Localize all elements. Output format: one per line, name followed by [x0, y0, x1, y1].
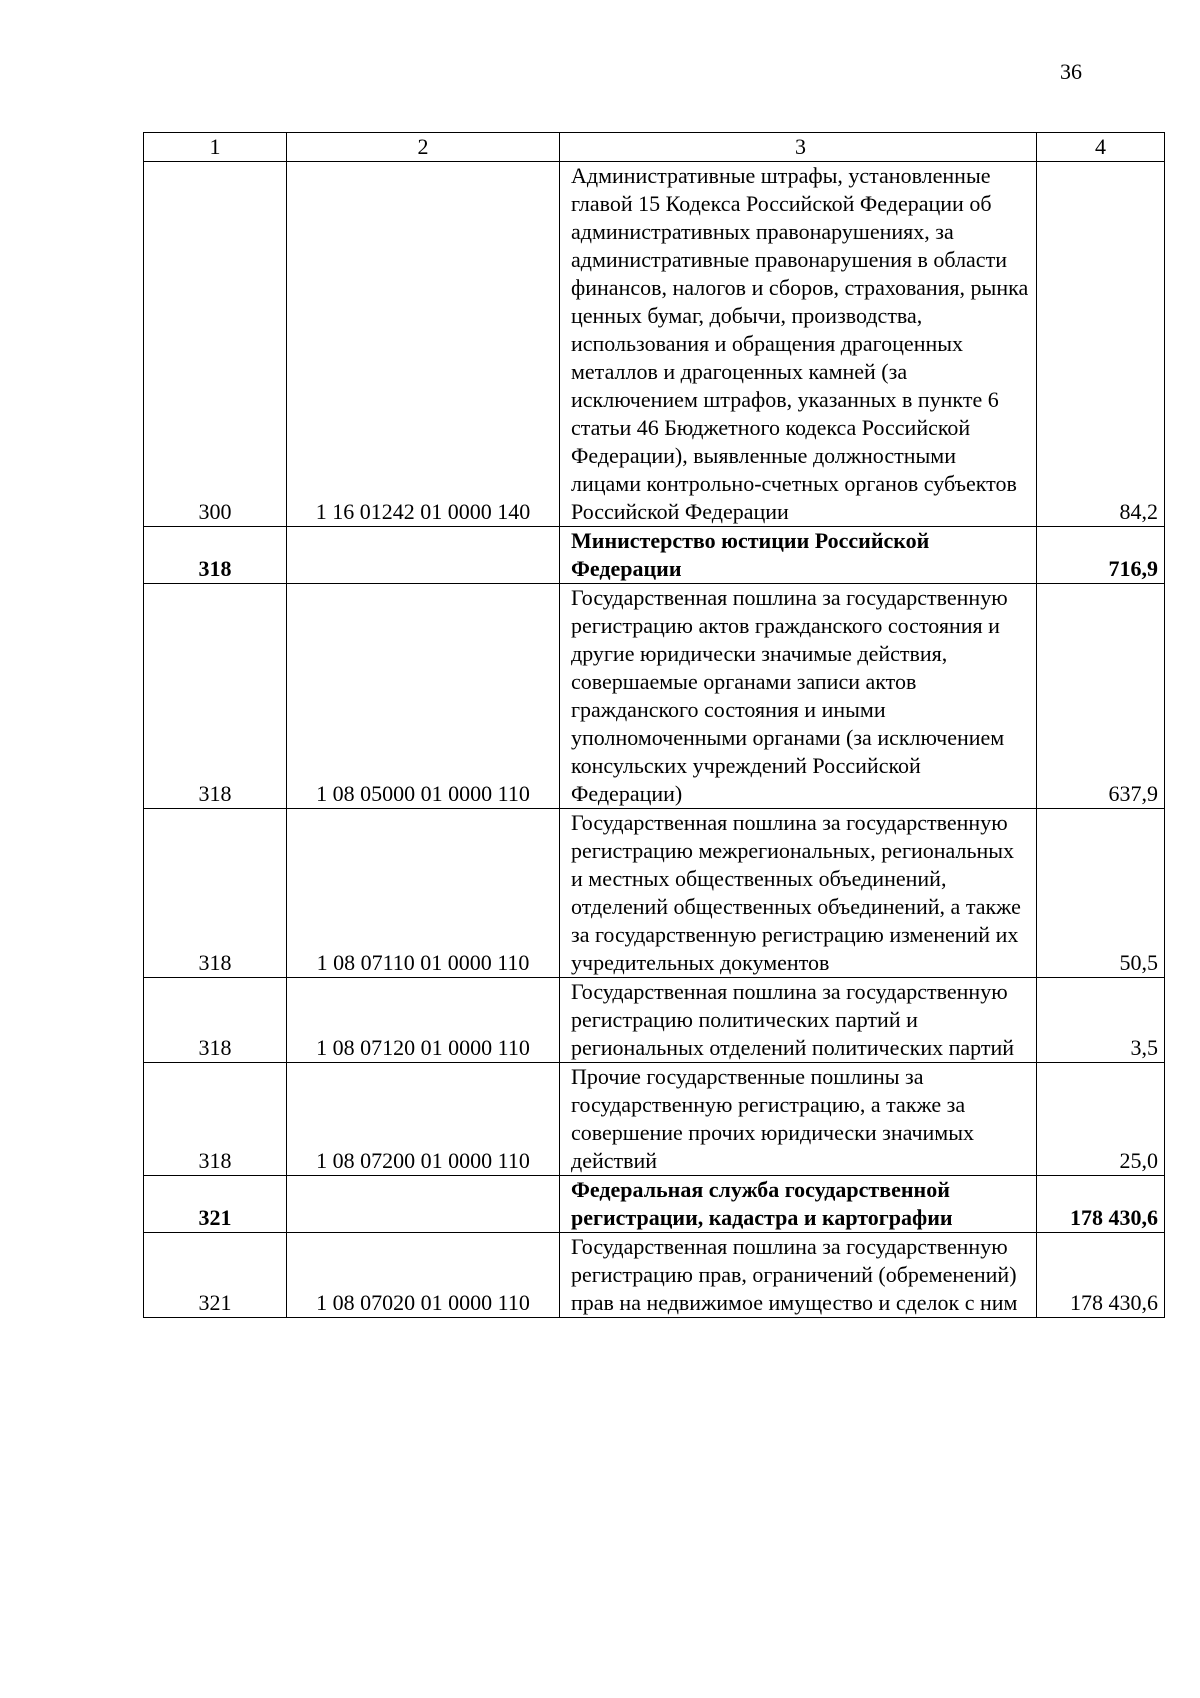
amount-cell: 84,2: [1037, 162, 1165, 527]
table-body: [144, 162, 1165, 1318]
admin-code-cell: 321: [144, 1176, 287, 1233]
amount-cell: 637,9: [1037, 584, 1165, 809]
kbk-code-cell: 1 16 01242 01 0000 140: [287, 162, 560, 527]
amount-cell: 25,0: [1037, 1063, 1165, 1176]
amount-cell: 3,5: [1037, 978, 1165, 1063]
table-row: [144, 1233, 1165, 1318]
amount-cell: 178 430,6: [1037, 1233, 1165, 1318]
amount-cell: 178 430,6: [1037, 1176, 1165, 1233]
header-cell-1: 1: [144, 133, 287, 162]
admin-code-cell: 318: [144, 978, 287, 1063]
header-cell-4: 4: [1037, 133, 1165, 162]
kbk-code-cell: [287, 1176, 560, 1233]
revenue-table: [143, 132, 1165, 1318]
revenue-name-cell: Федеральная служба государственной регистрации, кадастра и картографии: [560, 1176, 1037, 1233]
table-header: [144, 133, 1165, 162]
header-cell-3: 3: [560, 133, 1037, 162]
amount-cell: 50,5: [1037, 809, 1165, 978]
admin-code-cell: 300: [144, 162, 287, 527]
revenue-name-cell: Государственная пошлина за государственную регистрацию прав, ограничений (обременений) прав на недвижимое имущество и сделок с ним: [560, 1233, 1037, 1318]
kbk-code-cell: 1 08 05000 01 0000 110: [287, 584, 560, 809]
amount-cell: 716,9: [1037, 527, 1165, 584]
header-row: [144, 133, 1165, 162]
page-number: 36: [1060, 59, 1082, 84]
kbk-code-cell: 1 08 07020 01 0000 110: [287, 1233, 560, 1318]
admin-code-cell: 318: [144, 527, 287, 584]
revenue-name-cell: Государственная пошлина за государственную регистрацию актов гражданского состояния и другие юридически значимые действия, совершаемые органами записи актов гражданского состояния и иными уполномоченными органами (за исключением консульских учреждений Российской Федерации): [560, 584, 1037, 809]
table-row: [144, 527, 1165, 584]
table-row: [144, 162, 1165, 527]
kbk-code-cell: 1 08 07200 01 0000 110: [287, 1063, 560, 1176]
table-row: [144, 978, 1165, 1063]
revenue-name-cell: Министерство юстиции Российской Федерации: [560, 527, 1037, 584]
table-row: [144, 584, 1165, 809]
kbk-code-cell: 1 08 07110 01 0000 110: [287, 809, 560, 978]
table-row: [144, 1063, 1165, 1176]
admin-code-cell: 318: [144, 584, 287, 809]
revenue-name-cell: Государственная пошлина за государственную регистрацию политических партий и региональных отделений политических партий: [560, 978, 1037, 1063]
admin-code-cell: 318: [144, 809, 287, 978]
table-row: [144, 1176, 1165, 1233]
admin-code-cell: 321: [144, 1233, 287, 1318]
revenue-name-cell: Прочие государственные пошлины за государственную регистрацию, а также за совершение прочих юридически значимых действий: [560, 1063, 1037, 1176]
kbk-code-cell: [287, 527, 560, 584]
revenue-name-cell: Государственная пошлина за государственную регистрацию межрегиональных, региональных и местных общественных объединений, отделений общественных объединений, а также за государственную регистрацию изменений их учредительных документов: [560, 809, 1037, 978]
header-cell-2: 2: [287, 133, 560, 162]
kbk-code-cell: 1 08 07120 01 0000 110: [287, 978, 560, 1063]
revenue-name-cell: Административные штрафы, установленные главой 15 Кодекса Российской Федерации об административных правонарушениях, за административные правонарушения в области финансов, налогов и сборов, страхования, рынка ценных бумаг, добычи, производства, использования и обращения драгоценных металлов и драгоценных камней (за исключением штрафов, указанных в пункте 6 статьи 46 Бюджетного кодекса Российской Федерации), выявленные должностными лицами контрольно-счетных органов субъектов Российской Федерации: [560, 162, 1037, 527]
admin-code-cell: 318: [144, 1063, 287, 1176]
table-row: [144, 809, 1165, 978]
